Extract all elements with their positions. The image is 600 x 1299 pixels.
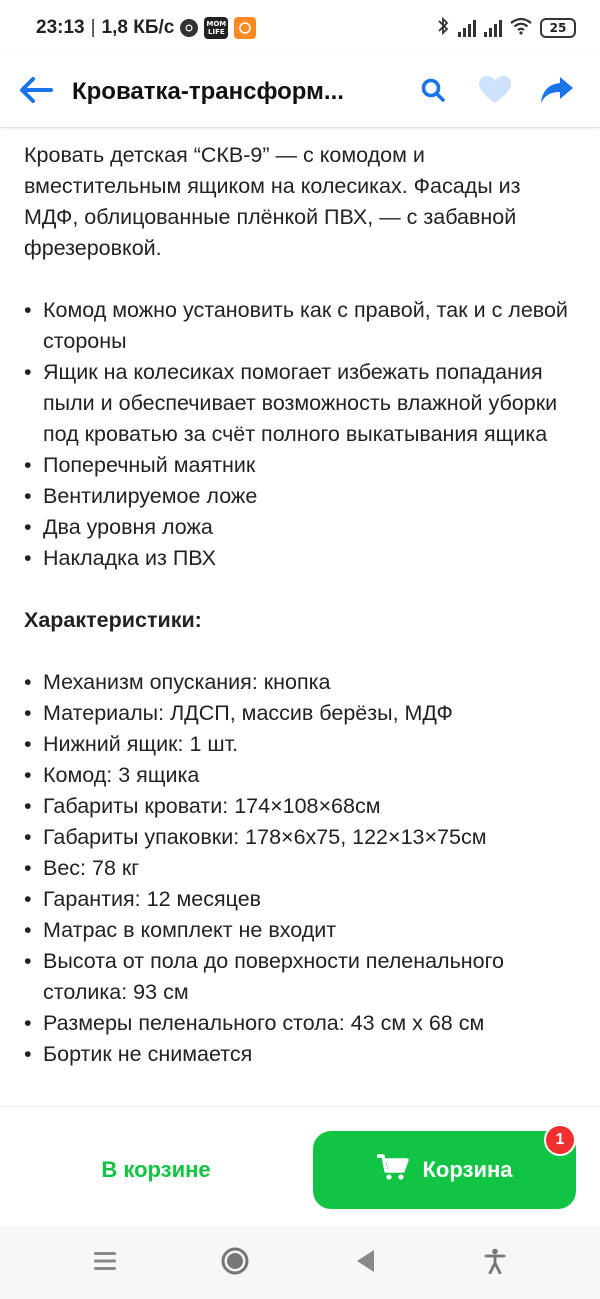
chrome-icon xyxy=(180,19,198,37)
status-separator: | xyxy=(90,17,96,38)
search-button[interactable] xyxy=(402,56,464,128)
product-description xyxy=(0,140,600,1106)
list-item: • Габариты упаковки: 178×6х75, 122×13×75см xyxy=(24,822,576,853)
app-header xyxy=(0,56,600,128)
share-icon xyxy=(540,75,574,109)
cart-button-label: Корзина xyxy=(422,1157,513,1182)
status-right xyxy=(436,16,576,41)
system-back-button[interactable] xyxy=(335,1233,395,1293)
list-item: • Нижний ящик: 1 шт. xyxy=(24,729,576,760)
header-actions xyxy=(402,56,600,128)
mom-life-icon: MOM LIFE xyxy=(204,17,228,39)
list-item: • Комод: 3 ящика xyxy=(24,760,576,791)
status-time: 23:13 xyxy=(36,17,85,38)
share-button[interactable] xyxy=(526,56,588,128)
home-button[interactable] xyxy=(205,1233,265,1293)
search-icon xyxy=(420,77,446,107)
cart-button[interactable] xyxy=(313,1131,576,1209)
accessibility-button[interactable] xyxy=(465,1233,525,1293)
list-item: • Вентилируемое ложе xyxy=(24,481,576,512)
status-left xyxy=(36,17,256,39)
page-title: Кроватка-трансформ... xyxy=(72,77,344,105)
back-triangle-icon xyxy=(354,1248,376,1278)
list-item: • Высота от пола до поверхности пеленального столика: 93 см xyxy=(24,946,576,1008)
in-cart-button[interactable]: В корзине xyxy=(101,1157,211,1182)
cart-icon xyxy=(377,1153,409,1187)
list-item: • Поперечный маятник xyxy=(24,450,576,481)
list-item: • Накладка из ПВХ xyxy=(24,543,576,574)
system-navigation-bar xyxy=(0,1226,600,1299)
list-item: • Гарантия: 12 месяцев xyxy=(24,884,576,915)
features-list xyxy=(24,295,576,574)
list-item: • Матрас в комплект не входит xyxy=(24,915,576,946)
wifi-icon xyxy=(510,17,532,40)
list-item: • Материалы: ЛДСП, массив берёзы, МДФ xyxy=(24,698,576,729)
bluetooth-icon xyxy=(436,16,450,41)
signal-icon-1 xyxy=(458,19,476,37)
cart-count-badge: 1 xyxy=(544,1124,576,1156)
menu-icon xyxy=(93,1250,117,1276)
specs-list xyxy=(24,667,576,1070)
list-item: • Бортик не снимается xyxy=(24,1039,576,1070)
list-item: • Механизм опускания: кнопка xyxy=(24,667,576,698)
accessibility-icon xyxy=(484,1248,506,1278)
list-item: • Размеры пеленального стола: 43 см х 68 см xyxy=(24,1008,576,1039)
status-network-speed: 1,8 КБ/с xyxy=(101,17,175,38)
list-item: • Комод можно установить как с правой, так и с левой стороны xyxy=(24,295,576,357)
signal-icon-2 xyxy=(484,19,502,37)
specs-heading: Характеристики: xyxy=(24,608,202,632)
home-icon xyxy=(221,1247,249,1279)
notification-app-icon xyxy=(234,17,256,39)
favorite-button[interactable] xyxy=(464,56,526,128)
battery-indicator: 25 xyxy=(540,18,576,38)
heart-icon xyxy=(478,75,512,109)
recent-apps-button[interactable] xyxy=(75,1233,135,1293)
status-bar xyxy=(0,0,600,56)
bottom-action-bar xyxy=(0,1106,600,1226)
list-item: • Ящик на колесиках помогает избежать попадания пыли и обеспечивает возможность влажной уборки под кроватью за счёт полного выкатывания ящика xyxy=(24,357,576,450)
list-item: • Вес: 78 кг xyxy=(24,853,576,884)
back-button[interactable] xyxy=(0,56,72,128)
list-item: • Габариты кровати: 174×108×68см xyxy=(24,791,576,822)
description-intro: Кровать детская “СКВ-9” — с комодом и вместительным ящиком на колесиках. Фасады из МДФ, облицованные плёнкой ПВХ, — с забавной фрезеровкой. xyxy=(24,143,521,260)
arrow-left-icon xyxy=(19,76,53,108)
list-item: • Два уровня ложа xyxy=(24,512,576,543)
